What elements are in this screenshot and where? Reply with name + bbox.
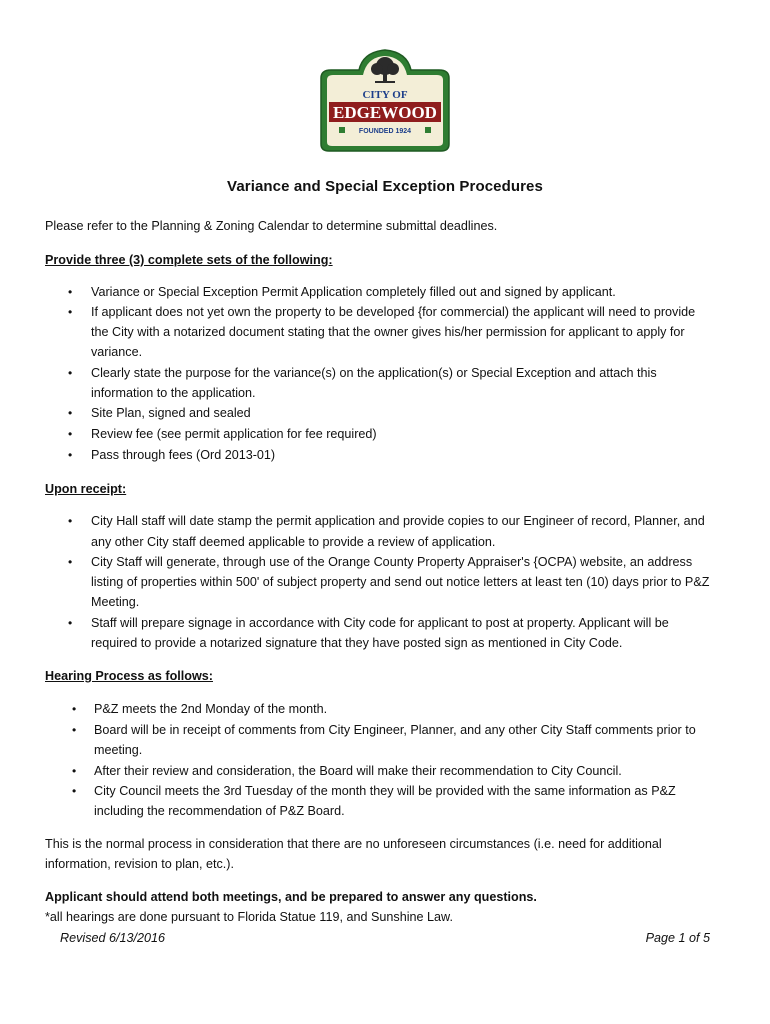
list-item: After their review and consideration, the Board will make their recommendation to City Council. (94, 764, 622, 778)
bullet-icon: • (68, 406, 73, 420)
list-item-continuation: information to the application. (91, 386, 256, 400)
list-item-continuation: any other City staff deemed applicable to provide a review of application. (91, 535, 496, 549)
list-item: City Council meets the 3rd Tuesday of the month they will be provided with the same information as P&Z (94, 784, 676, 798)
logo-square-left-icon (339, 127, 345, 133)
attendance-note: Applicant should attend both meetings, and be prepared to answer any questions. (45, 890, 537, 904)
list-item: City Hall staff will date stamp the permit application and provide copies to our Engineer of record, Planner, and (91, 514, 705, 528)
list-item: City Staff will generate, through use of the Orange County Property Appraiser's {OCPA) website, an address (91, 555, 693, 569)
list-item-continuation: including the recommendation of P&Z Board. (94, 804, 345, 818)
logo-square-right-icon (425, 127, 431, 133)
revised-date: Revised 6/13/2016 (60, 931, 166, 945)
bullet-icon: • (68, 448, 73, 462)
logo-city-of: CITY OF (362, 89, 408, 101)
bullet-icon: • (72, 764, 77, 778)
bullet-icon: • (68, 427, 73, 441)
closing-text: This is the normal process in consideration that there are no unforeseen circumstances (i.e. need for additional (45, 837, 662, 851)
page-number: Page 1 of 5 (645, 931, 710, 945)
bullet-icon: • (72, 784, 77, 798)
list-item-continuation: Meeting. (91, 595, 140, 609)
logo-founded: FOUNDED 1924 (358, 128, 412, 135)
list-item: Staff will prepare signage in accordance with City code for applicant to post at property. Applicant will be (91, 616, 669, 630)
list-item-continuation: required to provide a notarized signature that they have posted sign as mentioned in City Code. (91, 636, 623, 650)
list-item-continuation: the City with a notarized document stating that the owner gives his/her permission for applicant to apply for (91, 325, 685, 339)
bullet-icon: • (72, 723, 77, 737)
section-heading-hearing-process: Hearing Process as follows: (45, 669, 213, 683)
sunshine-law-footnote: *all hearings are done pursuant to Florida Statue 119, and Sunshine Law. (45, 910, 453, 924)
list-item-continuation: meeting. (94, 743, 143, 757)
list-item: Clearly state the purpose for the variance(s) on the application(s) or Special Exception and attach this (91, 366, 657, 380)
list-item-continuation: listing of properties within 500' of subject property and send out notice letters at least ten (10) days prior to P&Z (91, 575, 710, 589)
bullet-icon: • (72, 702, 77, 716)
list-item: Pass through fees (Ord 2013-01) (91, 448, 276, 462)
intro-text: Please refer to the Planning & Zoning Calendar to determine submittal deadlines. (45, 219, 498, 233)
list-item: Variance or Special Exception Permit Application completely filled out and signed by applicant. (91, 285, 616, 299)
bullet-icon: • (68, 555, 73, 569)
bullet-icon: • (68, 616, 73, 630)
bullet-icon: • (68, 366, 73, 380)
section-heading-provide: Provide three (3) complete sets of the following: (45, 253, 333, 267)
bullet-icon: • (68, 305, 73, 319)
list-item-continuation: variance. (91, 345, 143, 359)
document-title: Variance and Special Exception Procedures (227, 178, 543, 195)
bullet-icon: • (68, 285, 73, 299)
list-item: P&Z meets the 2nd Monday of the month. (94, 702, 328, 716)
list-item: Review fee (see permit application for fee required) (91, 427, 377, 441)
city-of-edgewood-logo (317, 48, 453, 153)
list-item: Site Plan, signed and sealed (91, 406, 251, 420)
section-heading-upon-receipt: Upon receipt: (45, 482, 127, 496)
list-item: If applicant does not yet own the property to be developed {for commercial) the applicant will need to provide (91, 305, 696, 319)
logo-edgewood: EDGEWOOD (333, 103, 437, 122)
list-item: Board will be in receipt of comments from City Engineer, Planner, and any other City Staff comments prior to (94, 723, 696, 737)
closing-text: information, revision to plan, etc.). (45, 857, 234, 871)
bullet-icon: • (68, 514, 73, 528)
